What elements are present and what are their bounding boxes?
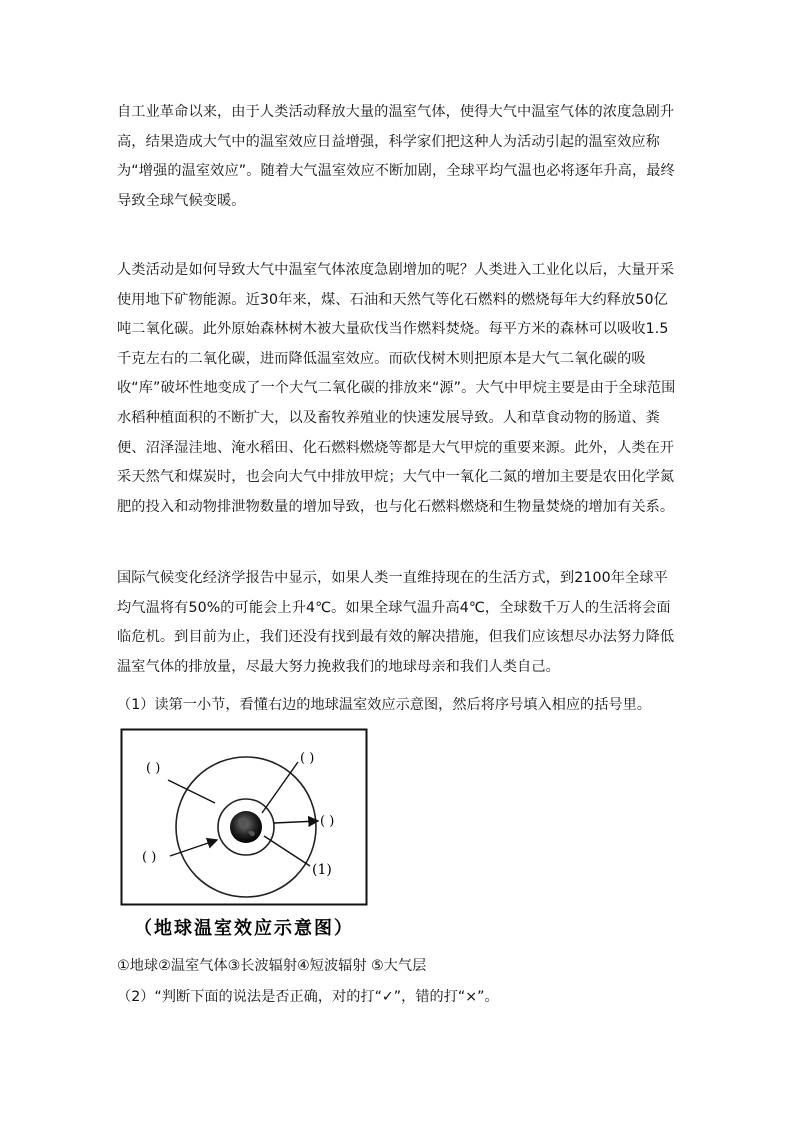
diagram-caption: （地球温室效应示意图） [134,918,354,939]
question-1: （1）读第一小节，看懂右边的地球温室效应示意图，然后将序号填入相应的括号里。 [117,697,651,713]
pointer-line-top-right [262,762,298,813]
paragraph-1: 自工业革命以来，由于人类活动释放大量的温室气体，使得大气中温室气体的浓度急剧升高，结果造成大气中的温室效应日益增强，科学家们把这种人为活动引起的温室效应称为“增强的温室效应”。随着大气温室效应不断加剧，全球平均气温也必将逐年升高，最终导致全球气候变暖。 [117,104,675,209]
blank-bottom-left: ( ) [142,850,157,865]
paragraph-2: 人类活动是如何导致大气中温室气体浓度急剧增加的呢？人类进入工业化以后，大量开采使用地下矿物能源。近30年来，煤、石油和天然气等化石燃料的燃烧每年大约释放50亿吨二氧化碳。此外原始森林树木被大量砍伐当作燃料焚烧。每平方米的森林可以吸收1.5千克左右的二氧化碳，进而降低温室效应。而砍伐树木则把原本是大气二氧化碳的吸收“库”破坏性地变成了一个大气二氧化碳的排放来“源”。大气中甲烷主要是由于全球范围水稻种植面积的不断扩大，以及畜牧养殖业的快速发展导致。人和草食动物的肠道、粪便、沼泽湿洼地、淹水稻田、化石燃料燃烧等都是大气甲烷的重要来源。此外，人类在开采天然气和煤炭时，也会向大气中排放甲烷；大气中一氧化二氮的增加主要是农田化学氮肥的投入和动物排泄物数量的增加导致，也与化石燃料燃烧和生物量焚烧的增加有关系。 [117,262,676,515]
earth-icon [230,811,262,843]
blank-right: ( ) [320,814,335,829]
pointer-line-bottom-right [264,836,310,866]
filled-label: (1) [312,862,332,878]
diagram-legend: ①地球②温室气体③长波辐射④短波辐射 ⑤大气层 [117,958,427,974]
radiation-arrow-right [274,821,318,823]
paragraph-3: 国际气候变化经济学报告中显示，如果人类一直维持现在的生活方式，到2100年全球平均气温将有50%的可能会上升4℃。如果全球气温升高4℃，全球数千万人的生活将会面临危机。到目前为止，我们还没有找到最有效的解决措施，但我们应该想尽办法努力降低温室气体的排放量，尽最大努力挽救我们的地球母亲和我们人类自己。 [117,570,675,675]
blank-top-left: ( ) [146,761,161,776]
question-2: （2）“判断下面的说法是否正确，对的打“✓”，错的打“×”。 [117,989,499,1005]
greenhouse-diagram [120,728,368,948]
blank-top-right: ( ) [300,751,315,766]
